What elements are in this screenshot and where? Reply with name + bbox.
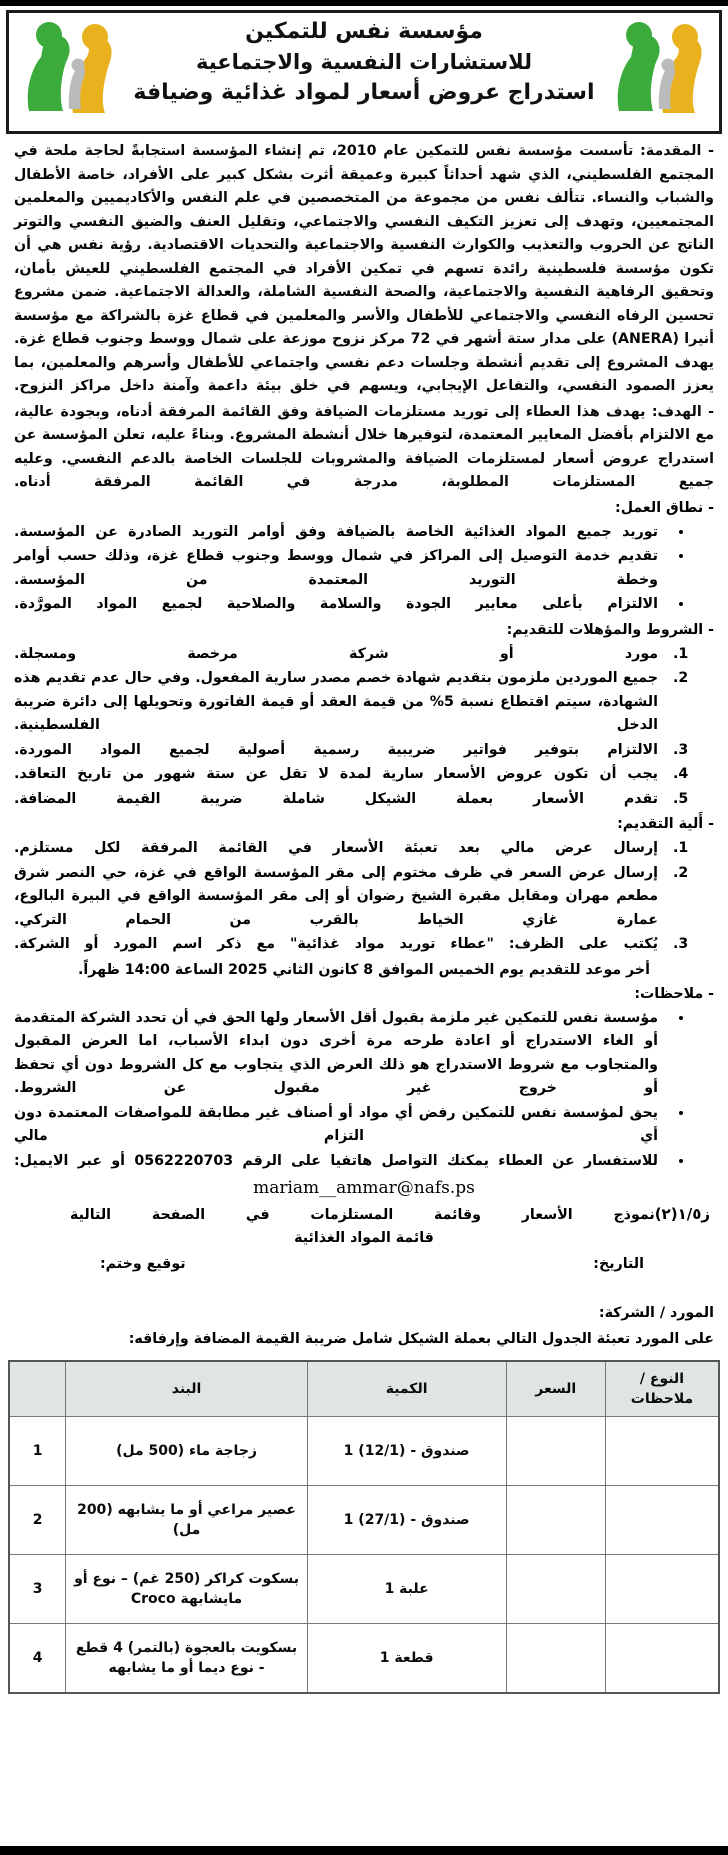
cell-price[interactable] [506, 1555, 605, 1624]
table-row [9, 1555, 719, 1624]
notes-heading: - ملاحظات: [634, 985, 714, 1002]
organization-logo-right [605, 17, 713, 121]
cell-price[interactable] [506, 1486, 605, 1555]
submission-deadline: أخر موعد للتقديم يوم الخميس الموافق 8 كانون الثاني 2025 الساعة 14:00 ظهراً. [78, 961, 650, 978]
list-item: 3. الالتزام بتوفير فواتير ضريبية رسمية أصولية لجميع المواد الموردة. [14, 739, 668, 763]
list-item: • الالتزام بأعلى معايير الجودة والسلامة والصلاحية لجميع المواد المورَّدة. [14, 593, 668, 617]
scope-list [14, 521, 714, 617]
cell-price[interactable] [506, 1417, 605, 1486]
list-item: • تقديم خدمة التوصيل إلى المراكز في شمال ووسط وجنوب قطاع غزة، وذلك حسب أوامر وخطة التوريد المعتمدة من المؤسسة. [14, 545, 668, 592]
objective-paragraph: - الهدف: يهدف هذا العطاء إلى توريد مستلزمات الضيافة وفق القائمة المرفقة أدناه، وبجودة عالية، مع الالتزام بأفضل المعايير المعتمدة، لتوفيرها خلال أنشطة المشروع. وبناءً عليه، تعلن المؤسسة عن استدراج عروض أسعار لمستلزمات الضيافة والمشروبات للجلسات الخاصة بالدعم النفسي. وعليه جميع المستلزمات المطلوبة، مدرجة في القائمة المرفقة أدناه. [14, 403, 714, 490]
document-body [0, 134, 728, 1351]
list-item: 1. مورد أو شركة مرخصة ومسجلة. [14, 643, 668, 667]
supplier-label: المورد / الشركة: [598, 1305, 714, 1321]
date-label: التاريخ: [593, 1256, 644, 1272]
supplier-instruction: على المورد تعبئة الجدول التالي بعملة الشيكل شامل ضريبة القيمة المضافة وإرفاقه: [128, 1331, 714, 1347]
cell-quantity: قطعة 1 [307, 1624, 506, 1694]
notes-list [14, 1007, 714, 1174]
cell-note[interactable] [605, 1417, 719, 1486]
letterhead-text [129, 17, 599, 109]
table-row [9, 1417, 719, 1486]
announcement-title: استدراج عروض أسعار لمواد غذائية وضيافة [133, 80, 595, 105]
column-header-note: النوع / ملاحظات [605, 1361, 719, 1417]
cell-quantity: صندوق - (27/1) 1 [307, 1486, 506, 1555]
next-page-note: نموذج الأسعار وقائمة المستلزمات في الصفحة التالية [70, 1207, 655, 1223]
intro-paragraph: - المقدمة: تأسست مؤسسة نفس للتمكين عام 2010، تم إنشاء المؤسسة استجابةً لحاجة ملحة في المجتمع الفلسطيني، الذي شهد أحداثاً كبيرة وعميقة أثرت بشكل كبير على الأفراد، خاصة الأطفال والشباب والنساء. تتألف نفس من مجموعة من المتخصصين في علم النفس والأكاديميين والمعلمين المجتمعيين، وتهدف إلى تعزيز التكيف النفسي والاجتماعي، وتقليل العنف والضيق النفسي والتوتر الناتج عن الحروب والتعذيب والكوارث النفسية والاجتماعية والتحديات الاقتصادية. رؤية نفس هي أن تكون مؤسسة فلسطينية رائدة تسهم في تمكين الأفراد في المجتمع الفلسطيني للعيش بأمان، وتحقيق الرفاهية النفسية والاجتماعية، والصحة النفسية الشاملة، والعدالة الاجتماعية. ضمن مشروع تحسين الرفاه النفسي والاجتماعي للأطفال والأسر والمعلمين في قطاع غزة بالشراكة مع مؤسسة أنيرا (ANERA) على مدار ستة أشهر في 72 مركز نزوح موزعة على شمال ووسط وجنوب قطاع غزة. يهدف المشروع إلى تقديم أنشطة وجلسات دعم نفسي واجتماعي للأطفال وأسرهم والمعلمين، بما يعزز الصمود النفسي، والتفاعل الإيجابي، ويسهم في خلق بيئة داعمة وآمنة داخل مراكز النزوح. [14, 143, 715, 394]
items-table-wrapper [0, 1360, 728, 1706]
organization-logo-left [15, 17, 123, 121]
cell-item: زجاجة ماء (500 مل) [66, 1417, 307, 1486]
column-header-quantity: الكمية [307, 1361, 506, 1417]
table-row [9, 1486, 719, 1555]
organization-name-line1: مؤسسة نفس للتمكين [245, 19, 483, 44]
supplier-block [14, 1302, 714, 1351]
conditions-list [14, 643, 714, 812]
cell-item: بسكوت كراكر (250 غم) – نوع أو مايشابهة Croco [66, 1555, 307, 1624]
signature-row [14, 1253, 714, 1276]
food-list-title: قائمة المواد الغذائية [294, 1230, 434, 1246]
cell-quantity: صندوق - (12/1) 1 [307, 1417, 506, 1486]
column-header-item: البند [66, 1361, 307, 1417]
cell-index: 3 [9, 1555, 66, 1624]
next-page-note-row [14, 1203, 714, 1227]
list-item: 2. جميع الموردين ملزمون بتقديم شهادة خصم مصدر سارية المفعول. وفي حال عدم تقديم هذه الشهادة، سيتم اقتطاع نسبة 5% من قيمة العقد أو قيمة الفاتورة وتحويلها إلى دائرة ضريبة الدخل الفلسطينية. [14, 667, 668, 738]
column-header-price: السعر [506, 1361, 605, 1417]
list-item: 1. إرسال عرض مالي بعد تعبئة الأسعار في القائمة المرفقة لكل مستلزم. [14, 837, 668, 861]
conditions-heading: - الشروط والمؤهلات للتقديم: [506, 621, 714, 638]
contact-email[interactable]: mariam__ammar@nafs.ps [253, 1178, 475, 1198]
list-item: 5. تقدم الأسعار بعملة الشيكل شاملة ضريبة القيمة المضافة. [14, 788, 668, 812]
cell-index: 4 [9, 1624, 66, 1694]
cell-price[interactable] [506, 1624, 605, 1694]
letterhead [6, 10, 722, 134]
submission-list [14, 837, 714, 957]
cell-note[interactable] [605, 1624, 719, 1694]
cell-item: عصير مراعي أو ما يشابهه (200 مل) [66, 1486, 307, 1555]
list-item: • توريد جميع المواد الغذائية الخاصة بالضيافة وفق أوامر التوريد الصادرة عن المؤسسة. [14, 521, 668, 545]
submission-heading: - أَلية التقديم: [617, 816, 714, 832]
list-item: • للاستفسار عن العطاء يمكنك التواصل هاتفيا على الرقم 0562220703 أو عبر الايميل: [14, 1150, 668, 1174]
cell-index: 2 [9, 1486, 66, 1555]
cell-index: 1 [9, 1417, 66, 1486]
table-row [9, 1624, 719, 1694]
document-reference-code: ز١/٥(٢) [654, 1205, 710, 1223]
table-header-row [9, 1361, 719, 1417]
cell-item: بسكويت بالعجوة (بالتمر) 4 قطع - نوع ديما أو ما يشابهه [66, 1624, 307, 1694]
cell-note[interactable] [605, 1555, 719, 1624]
items-table [8, 1360, 720, 1694]
list-item: 3. يُكتب على الظرف: "عطاء توريد مواد غذائية" مع ذكر اسم المورد أو الشركة. [14, 933, 668, 957]
cell-quantity: علبة 1 [307, 1555, 506, 1624]
scope-heading: - نطاق العمل: [615, 499, 714, 516]
list-item: 4. يجب أن تكون عروض الأسعار سارية لمدة لا تقل عن ستة شهور من تاريخ التعاقد. [14, 763, 668, 787]
list-item: • يحق لمؤسسة نفس للتمكين رفض أي مواد أو أصناف غير مطابقة للمواصفات المعتمدة دون أي التزام مالي [14, 1102, 668, 1149]
organization-name-line2: للاستشارات النفسية والاجتماعية [196, 50, 532, 74]
list-item: • مؤسسة نفس للتمكين غير ملزمة بقبول أقل الأسعار ولها الحق في أن تحدد الشركة المتقدمة أو الغاء الاستدراج أو اعادة طرحه مرة أخرى دون ابداء الأسباب، اما العرض المقبول والمتجاوب مع شروط الاستدراج هو ذلك العرض الذي يتجاوب مع كل الشروط دون أي تحفظ أو خروج غير مقبول عن الشروط. [14, 1007, 668, 1101]
cell-note[interactable] [605, 1486, 719, 1555]
signature-stamp-label: توقيع وختم: [100, 1256, 186, 1272]
column-header-index [9, 1361, 66, 1417]
list-item: 2. إرسال عرض السعر في ظرف مختوم إلى مقر المؤسسة الواقع في غزة، حي النصر شرق مطعم مهران ومقابل مقبرة الشيخ رضوان أو إلى مقر المؤسسة الواقع في البيرة البالوع، عمارة غازي الخياط بالقرب من الحمام التركي. [14, 862, 668, 933]
